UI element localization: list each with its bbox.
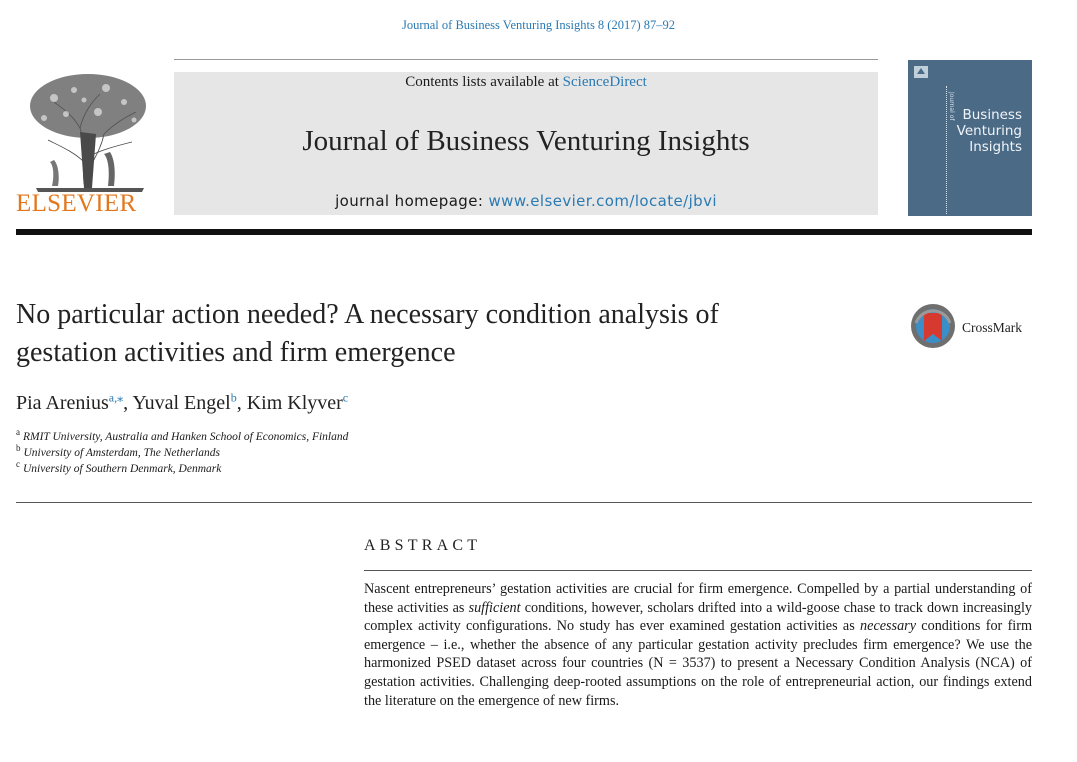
section-divider <box>16 502 1032 503</box>
author-affil-marks[interactable]: a,⁎ <box>108 390 124 405</box>
author-separator: , <box>236 392 247 414</box>
author-name[interactable]: Yuval Engel <box>132 392 231 414</box>
homepage-line <box>174 192 878 210</box>
affiliation-item <box>16 461 348 477</box>
crossmark-icon[interactable] <box>910 303 956 349</box>
abstract-em-necessary: necessary <box>860 618 916 635</box>
running-head[interactable]: Journal of Business Venturing Insights 8 (2017) 87–92 <box>401 18 676 32</box>
author-affil-marks[interactable]: c <box>342 390 349 405</box>
cover-elsevier-icon <box>914 66 928 78</box>
article-title-line2: gestation activities and firm emergence <box>16 337 456 368</box>
affiliations <box>16 429 348 477</box>
cover-vertical-text: Journal of <box>948 92 955 121</box>
abstract-text-1: Nascent entrepreneurs’ gestation activities are crucial for firm emergence. Compelled by a partial understanding of these activities as <box>364 581 1032 616</box>
contents-line <box>174 74 878 91</box>
cover-title-line1: Business <box>962 107 1022 123</box>
header-top-rule <box>174 59 878 60</box>
abstract-text-3: conditions for firm emergence – i.e., whether the absence of any particular gestation activity precludes firm emergence? We use the harmonized PSED dataset across four countries (N = 3537) to present a Necessary Condition Analysis (NCA) of gestation activities. Challenging deep-rooted assumptions on the role of entrepreneurial action, our findings extend the literature on the emergence of new firms. <box>364 618 1032 709</box>
cover-title-line2: Venturing <box>956 123 1022 139</box>
article-title-line1: No particular action needed? A necessary condition analysis of <box>16 299 719 330</box>
abstract-text-2: conditions, however, scholars drifted into a wild-goose chase to track down increasingly complex activity configurations. No study has ever examined gestation activities as <box>364 599 1033 635</box>
sciencedirect-link[interactable]: ScienceDirect <box>562 74 647 90</box>
abstract-body <box>364 580 1032 710</box>
affiliation-text: University of Southern Denmark, Denmark <box>23 463 222 475</box>
article-title <box>16 296 876 372</box>
affiliation-text: University of Amsterdam, The Netherlands <box>23 447 220 459</box>
affiliation-mark: b <box>16 443 21 454</box>
affiliation-text: RMIT University, Australia and Hanken School of Economics, Finland <box>23 431 349 443</box>
affiliation-item <box>16 429 348 445</box>
author-affil-marks[interactable]: b <box>230 390 237 405</box>
affiliation-item <box>16 445 348 461</box>
affiliation-mark: a <box>16 427 20 438</box>
affiliation-mark: c <box>16 459 20 470</box>
author-separator: , <box>123 392 133 414</box>
contents-prefix: Contents lists available at <box>405 74 563 90</box>
journal-name: Journal of Business Venturing Insights <box>302 125 750 157</box>
author-name[interactable]: Kim Klyver <box>246 392 343 414</box>
crossmark-label[interactable]: CrossMark <box>962 320 1022 335</box>
homepage-prefix: journal homepage: <box>335 192 489 210</box>
elsevier-wordmark: ELSEVIER <box>16 190 137 217</box>
abstract-rule <box>364 570 1032 571</box>
header-thick-rule <box>16 229 1032 235</box>
abstract-heading: ABSTRACT <box>364 537 482 554</box>
author-list <box>16 392 348 415</box>
cover-title <box>940 107 1022 155</box>
homepage-link[interactable]: www.elsevier.com/locate/jbvi <box>488 192 717 210</box>
author-name[interactable]: Pia Arenius <box>16 392 109 414</box>
abstract-em-sufficient: sufficient <box>468 599 521 616</box>
abstract-paragraph <box>364 580 1032 710</box>
cover-title-line3: Insights <box>969 139 1022 155</box>
